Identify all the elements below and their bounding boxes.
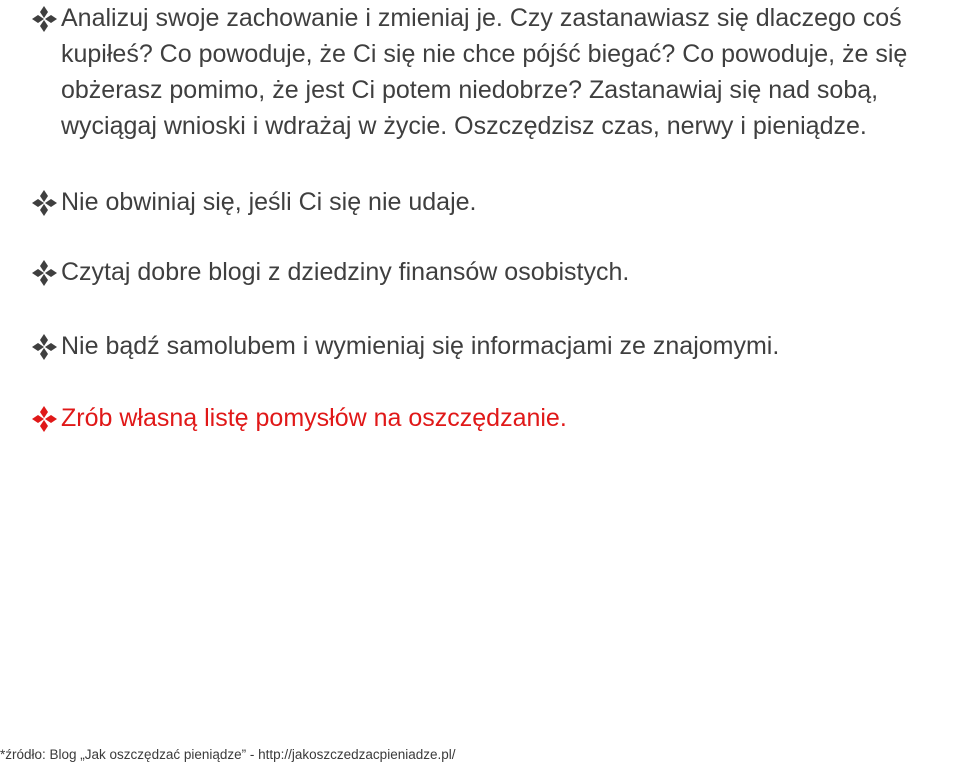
source-footnote: *źródło: Blog „Jak oszczędzać pieniądze” - http://jakoszczedzacpieniadze.pl/ [0,747,456,762]
bullet-text: Nie bądź samolubem i wymieniaj się informacjami ze znajomymi. [61,332,780,360]
bullet-text: Analizuj swoje zachowanie i zmieniaj je. Czy zastanawiasz się dlaczego coś kupiłeś? Co powoduje, że Ci się nie chce pójść biegać? Co powoduje, że się obżerasz pomimo, że jest Ci potem niedobrze? Zastanawiaj się nad sobą, wyciągaj wnioski i wdrażaj w życie. Oszczędzisz czas, nerwy i pieniądze. [61,4,908,140]
bullet-share-information [31,328,956,364]
diamond-bullet-icon [31,254,57,290]
diamond-bullet-icon [31,400,57,436]
diamond-bullet-icon [31,184,57,220]
bullet-text: Nie obwiniaj się, jeśli Ci się nie udaje. [61,188,477,216]
diamond-bullet-icon [31,328,57,364]
bullet-text: Czytaj dobre blogi z dziedziny finansów osobistych. [61,258,630,286]
bullet-read-blogs [31,254,956,290]
bullet-text: Zrób własną listę pomysłów na oszczędzanie. [61,404,567,432]
bullet-analyze-behavior [31,0,956,144]
bullet-own-savings-list [31,400,956,436]
diamond-bullet-icon [31,0,57,36]
bullet-dont-blame [31,184,956,220]
